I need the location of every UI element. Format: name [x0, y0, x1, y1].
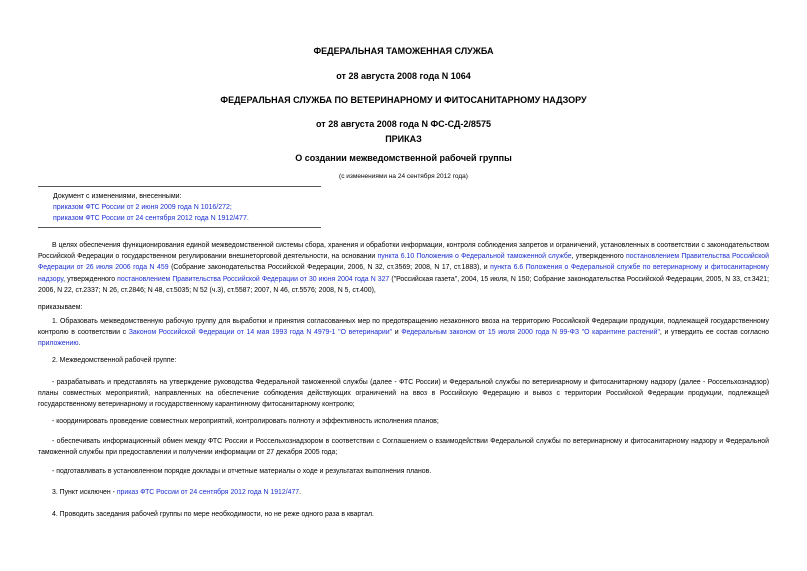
agency-title-2: ФЕДЕРАЛЬНАЯ СЛУЖБА ПО ВЕТЕРИНАРНОМУ И ФИТОСАНИТАРНОМУ НАДЗОРУ	[220, 95, 587, 105]
clause-2-item-1: - разрабатывать и представлять на утверждение руководства Федеральной таможенной службы (далее - ФТС России) и Федеральной службы по ветеринарному и фитосанитарному надзору (далее - Россельхознадзор) планы совместных мероприятий, направленных на обеспечение соблюдения действующих ограничений на ввоз в Российскую Федерацию и вывоз с территории Российской Федерации продукции, подлежащей государственному ветеринарному и государственному карантинному фитосанитарному контролю;	[38, 379, 769, 409]
clause-2-item-4: - подготавливать в установленном порядке доклады и отчетные материалы о ходе и результатах выполнения планов.	[52, 468, 432, 475]
document-type: ПРИКАЗ	[385, 134, 422, 144]
amendments-intro: Документ с изменениями, внесенными:	[53, 193, 182, 200]
link-customs-regulation[interactable]: пункта 6.10 Положения о Федеральной таможенной службе	[377, 253, 572, 261]
link-order-1912[interactable]: приказ ФТС России от 24 сентября 2012 года N 1912/477	[116, 489, 300, 496]
link-plant-quarantine-law[interactable]: Федеральным законом от 15 июля 2000 года N 99-ФЗ "О карантине растений"	[401, 329, 660, 337]
text: 1. Образовать межведомственную рабочую группу для выработки и принятия согласованных мер по предотвращению незаконного ввоза на территорию Российской Федерации продукции, подлежащей государственному контролю в соответствии с	[38, 318, 769, 337]
text: и	[392, 329, 402, 337]
clause-2: 2. Межведомственной рабочей группе:	[52, 357, 177, 364]
text: 3. Пункт исключен -	[52, 489, 117, 496]
clause-1	[38, 316, 769, 350]
preamble-paragraph	[38, 240, 769, 296]
amendment-link-1[interactable]: приказом ФТС России от 2 июня 2009 года N 1016/272;	[53, 204, 232, 211]
text: В целях обеспечения функционирования единой межведомственной системы сбора, хранения и обработки информации, контроля соблюдения запретов и ограничений, установленных в соответствии с законодательством Российской Федерации о государственном регулировании внешнеторговой деятельности, на основании	[38, 242, 769, 261]
link-rsn-regulation[interactable]: пункта 6.6 Положения о Федеральной службе по ветеринарному и фитосанитарному надзору	[38, 264, 769, 283]
text: .	[299, 489, 302, 496]
agency-title: ФЕДЕРАЛЬНАЯ ТАМОЖЕННАЯ СЛУЖБА	[313, 46, 494, 56]
order-date-fts: от 28 августа 2008 года N 1064	[336, 71, 471, 81]
order-date-rsn: от 28 августа 2008 года N ФС-СД-2/8575	[316, 119, 491, 129]
amendment-link-2[interactable]: приказом ФТС России от 24 сентября 2012 года N 1912/477.	[53, 215, 249, 222]
link-government-decree-327[interactable]: постановлением Правительства Российской Федерации от 30 июня 2004 года N 327	[117, 275, 390, 283]
order-phrase: приказываем:	[38, 304, 83, 311]
clause-4: 4. Проводить заседания рабочей группы по мере необходимости, но не реже одного раза в квартал.	[52, 511, 374, 518]
text: , утвержденного	[63, 275, 118, 283]
revision-note: (с изменениями на 24 сентября 2012 года)	[339, 173, 468, 180]
text: .	[78, 340, 81, 348]
link-appendix[interactable]: приложению	[38, 340, 79, 348]
link-government-decree-459[interactable]: постановлением Правительства Российской Федерации от 26 июля 2006 года N 459	[38, 253, 769, 272]
text: , и утвердить ее состав согласно	[659, 329, 769, 337]
text: (Собрание законодательства Российской Федерации, 2006, N 32, ст.3569; 2008, N 17, ст.1883), и	[168, 264, 491, 272]
clause-2-item-3: - обеспечивать информационный обмен между ФТС России и Россельхознадзором в соответствии с Соглашением о взаимодействии Федеральной службы по ветеринарному и фитосанитарному надзору и Федеральной таможенной службы при предоставлении и получении информации от 27 декабря 2005 года;	[38, 438, 769, 457]
divider-top	[38, 186, 321, 187]
clause-3	[38, 487, 769, 498]
link-veterinary-law[interactable]: Законом Российской Федерации от 14 мая 1993 года N 4979-1 "О ветеринарии"	[128, 329, 393, 337]
document-title: О создании межведомственной рабочей группы	[295, 153, 512, 163]
clause-2-item-2: - координировать проведение совместных мероприятий, контролировать полноту и эффективность исполнения планов;	[52, 418, 439, 425]
text: ("Российская газета", 2004, 15 июля, N 150; Собрание законодательства Российской Федерации, 2005, N 33, ст.3421; 2006, N 22, ст.2337; N 26, ст.2846; N 48, ст.5035; N 52 (ч.3), ст.5587; 2007, N 46, ст.5576; 2008, N 5, ст.400),	[38, 275, 769, 294]
text: , утвержденного	[571, 253, 626, 261]
divider-bottom	[38, 227, 321, 228]
